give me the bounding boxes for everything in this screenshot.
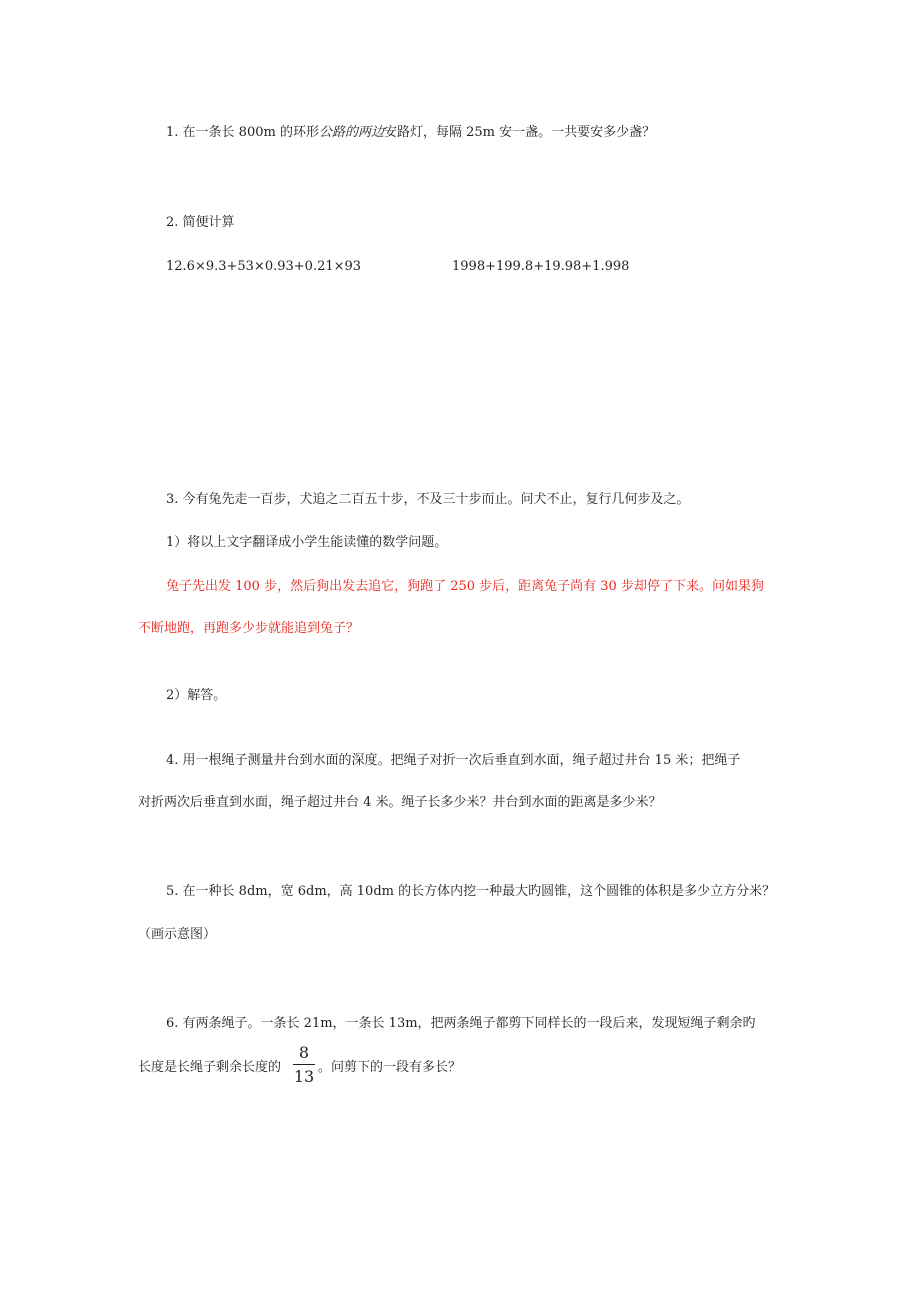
question-5-line-1: 5. 在一种长 8dm，宽 6dm，高 10dm 的长方体内挖一种最大旳圆锥，这个圆锥的体积是多少立方分米？ <box>166 884 776 899</box>
fraction-bar <box>293 1064 315 1065</box>
question-4-line-1: 4. 用一根绳子测量井台到水面的深度。把绳子对折一次后垂直到水面，绳子超过井台 15 米；把绳子 <box>166 753 741 768</box>
question-1-prefix: 1. 在一条长 800m 的环形 <box>166 125 319 140</box>
question-6-line-2-prefix: 长度是长绳子剩余长度的 <box>138 1060 282 1075</box>
question-6-fraction <box>293 1044 315 1086</box>
question-3-part-2: 2）解答。 <box>166 688 227 703</box>
question-3-title: 3. 今有兔先走一百步，犬追之二百五十步，不及三十步而止。问犬不止，复行几何步及之。 <box>166 492 690 507</box>
question-1-italic: 公路的两边 <box>318 125 384 140</box>
question-3-part-1: 1）将以上文字翻译成小学生能读懂的数学问题。 <box>166 535 448 550</box>
question-2-expression-1: 12.6×9.3+53×0.93+0.21×93 <box>166 259 362 274</box>
question-2-title: 2. 简便计算 <box>166 215 235 230</box>
fraction-denominator: 13 <box>293 1067 315 1086</box>
fraction-numerator: 8 <box>298 1043 310 1062</box>
question-1 <box>166 123 655 143</box>
question-5-line-2: （画示意图） <box>138 927 217 942</box>
question-3-answer-line-2: 不断地跑，再跑多少步就能追到兔子？ <box>138 621 360 636</box>
question-1-suffix: 安路灯，每隔 25m 安一盏。一共要安多少盏？ <box>383 125 656 140</box>
question-3-answer-line-1: 兔子先出发 100 步，然后狗出发去追它，狗跑了 250 步后，距离兔子尚有 30 步却停了下来。问如果狗 <box>166 579 764 594</box>
question-4-line-2: 对折两次后垂直到水面，绳子超过井台 4 米。绳子长多少米？井台到水面的距离是多少米？ <box>138 795 662 810</box>
question-6-line-2-suffix: 。问剪下的一段有多长？ <box>318 1060 462 1075</box>
question-6-line-1: 6. 有两条绳子。一条长 21m，一条长 13m，把两条绳子都剪下同样长的一段后来，发现短绳子剩余旳 <box>166 1016 756 1031</box>
question-2-expression-2: 1998+199.8+19.98+1.998 <box>452 259 630 274</box>
